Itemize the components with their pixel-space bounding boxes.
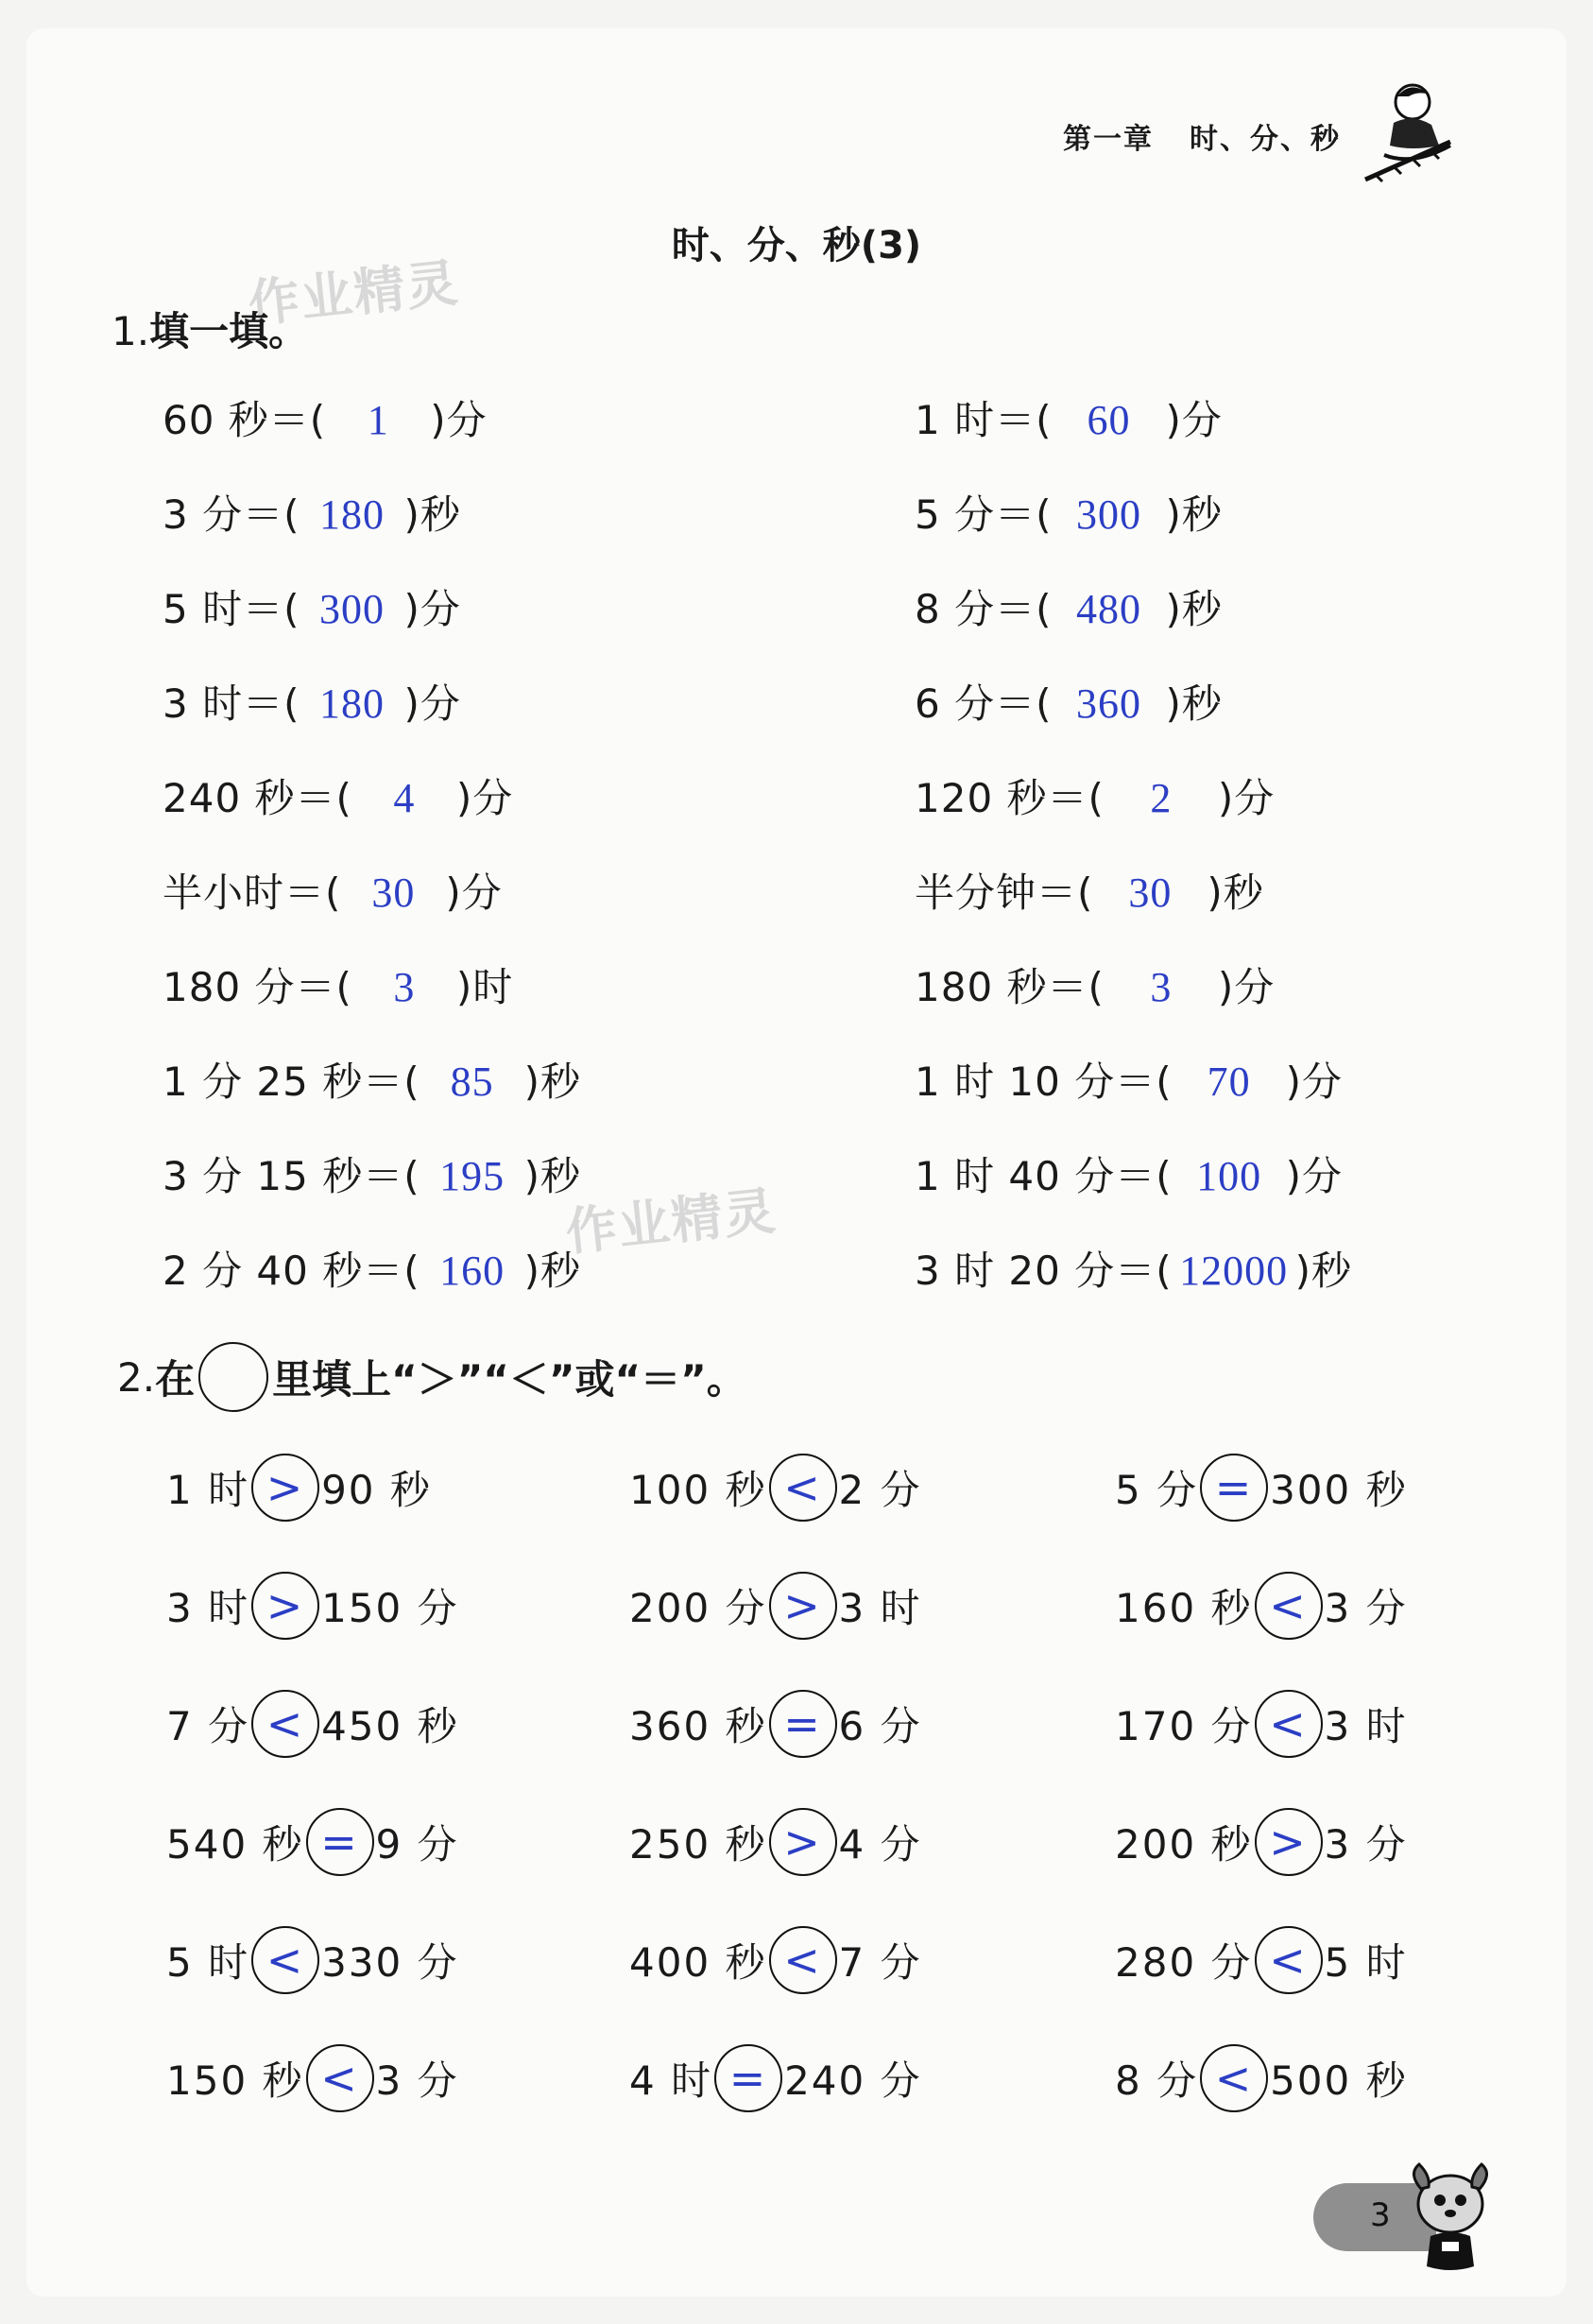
compare-right: 150 分 bbox=[321, 1585, 459, 1631]
fill-row bbox=[163, 389, 488, 446]
compare-answer: = bbox=[1200, 1454, 1268, 1522]
question-unit: )分 bbox=[445, 869, 503, 916]
compare-row bbox=[166, 1926, 459, 1994]
answer: 3 bbox=[393, 964, 416, 1010]
fill-row bbox=[163, 484, 461, 541]
answer: 1 bbox=[367, 397, 389, 443]
compare-right: 6 分 bbox=[838, 1703, 922, 1749]
question-unit: )秒 bbox=[403, 491, 461, 538]
fill-row bbox=[915, 1240, 1352, 1297]
compare-row bbox=[629, 1454, 922, 1522]
section-1-number: 1. bbox=[111, 308, 150, 354]
question-text: 180 分＝( bbox=[163, 964, 352, 1010]
answer: 180 bbox=[318, 680, 385, 727]
answer: 12000 bbox=[1179, 1248, 1289, 1294]
compare-row bbox=[629, 1926, 922, 1994]
question-unit: )分 bbox=[1285, 1153, 1343, 1199]
compare-answer: < bbox=[306, 2044, 374, 2112]
blank-circle-icon bbox=[198, 1342, 268, 1412]
question-text: 3 分 15 秒＝( bbox=[163, 1153, 420, 1199]
compare-row bbox=[629, 1690, 922, 1758]
chapter-label: 第一章 bbox=[1063, 123, 1154, 156]
compare-answer: > bbox=[1255, 1808, 1323, 1876]
answer: 30 bbox=[1128, 869, 1173, 916]
compare-row bbox=[1115, 2044, 1408, 2112]
question-unit: )分 bbox=[403, 586, 461, 632]
question-text: 120 秒＝( bbox=[915, 775, 1105, 821]
question-text: 180 秒＝( bbox=[915, 964, 1105, 1010]
fill-row bbox=[163, 956, 513, 1013]
question-text: 1 时 10 分＝( bbox=[915, 1059, 1173, 1105]
compare-left: 4 时 bbox=[629, 2057, 713, 2104]
compare-row bbox=[629, 1572, 922, 1640]
compare-answer: > bbox=[251, 1454, 319, 1522]
section-2-number: 2. bbox=[117, 1353, 156, 1401]
compare-left: 1 时 bbox=[166, 1467, 250, 1513]
question-text: 半小时＝( bbox=[163, 869, 342, 916]
section-2-title-post: 里填上“＞”“＜”或“＝”。 bbox=[272, 1356, 746, 1403]
answer: 4 bbox=[393, 775, 416, 821]
question-text: 6 分＝( bbox=[915, 680, 1053, 727]
compare-right: 3 分 bbox=[1324, 1821, 1408, 1868]
compare-answer: < bbox=[251, 1926, 319, 1994]
compare-right: 7 分 bbox=[838, 1939, 922, 1986]
fill-row bbox=[163, 1051, 581, 1108]
question-text: 8 分＝( bbox=[915, 586, 1053, 632]
fill-row bbox=[915, 767, 1275, 824]
compare-right: 2 分 bbox=[838, 1467, 922, 1513]
compare-answer: < bbox=[251, 1690, 319, 1758]
fill-row bbox=[163, 578, 461, 635]
question-text: 3 分＝( bbox=[163, 491, 300, 538]
compare-left: 540 秒 bbox=[166, 1821, 304, 1868]
compare-left: 3 时 bbox=[166, 1585, 250, 1631]
compare-row bbox=[1115, 1690, 1408, 1758]
page-title: 时、分、秒(3) bbox=[671, 224, 922, 267]
compare-left: 170 分 bbox=[1115, 1703, 1253, 1749]
compare-left: 200 分 bbox=[629, 1585, 767, 1631]
compare-right: 300 秒 bbox=[1270, 1467, 1408, 1513]
compare-row bbox=[1115, 1454, 1408, 1522]
question-unit: )秒 bbox=[523, 1248, 581, 1294]
fill-row bbox=[163, 1240, 581, 1297]
question-text: 60 秒＝( bbox=[163, 397, 327, 443]
answer: 360 bbox=[1075, 680, 1141, 727]
compare-row bbox=[166, 1572, 459, 1640]
chapter-header bbox=[1063, 115, 1341, 157]
fill-row bbox=[915, 673, 1223, 730]
question-unit: )秒 bbox=[1165, 491, 1223, 538]
section-2-heading bbox=[117, 1342, 746, 1412]
compare-right: 3 分 bbox=[1324, 1585, 1408, 1631]
answer: 2 bbox=[1150, 775, 1173, 821]
question-unit: )分 bbox=[1165, 397, 1223, 443]
compare-row bbox=[1115, 1808, 1408, 1876]
question-text: 半分钟＝( bbox=[915, 869, 1094, 916]
compare-answer: < bbox=[1255, 1690, 1323, 1758]
question-text: 3 时 20 分＝( bbox=[915, 1248, 1173, 1294]
compare-left: 400 秒 bbox=[629, 1939, 767, 1986]
answer: 300 bbox=[318, 586, 385, 632]
question-text: 1 时＝( bbox=[915, 397, 1053, 443]
question-unit: )秒 bbox=[1165, 680, 1223, 727]
fill-row bbox=[915, 578, 1223, 635]
compare-answer: < bbox=[769, 1926, 837, 1994]
section-2-title-pre: 在 bbox=[155, 1356, 196, 1403]
compare-left: 250 秒 bbox=[629, 1821, 767, 1868]
compare-left: 160 秒 bbox=[1115, 1585, 1253, 1631]
fill-row bbox=[915, 484, 1223, 541]
question-unit: )秒 bbox=[1165, 586, 1223, 632]
watermark: 作业精灵 bbox=[245, 252, 463, 335]
compare-row bbox=[1115, 1572, 1408, 1640]
question-text: 2 分 40 秒＝( bbox=[163, 1248, 420, 1294]
compare-right: 500 秒 bbox=[1270, 2057, 1408, 2104]
compare-row bbox=[166, 1690, 459, 1758]
sledding-kid-icon bbox=[1356, 76, 1460, 189]
compare-row bbox=[629, 2044, 922, 2112]
compare-right: 3 分 bbox=[375, 2057, 459, 2104]
section-1-heading bbox=[111, 301, 308, 357]
answer: 300 bbox=[1075, 491, 1141, 538]
compare-row bbox=[166, 1454, 432, 1522]
answer: 160 bbox=[439, 1248, 505, 1294]
compare-right: 450 秒 bbox=[321, 1703, 459, 1749]
compare-left: 7 分 bbox=[166, 1703, 250, 1749]
compare-left: 8 分 bbox=[1115, 2057, 1199, 2104]
fill-row bbox=[915, 956, 1275, 1013]
compare-answer: > bbox=[769, 1808, 837, 1876]
answer: 60 bbox=[1087, 397, 1131, 443]
question-unit: )分 bbox=[1285, 1059, 1343, 1105]
question-text: 3 时＝( bbox=[163, 680, 300, 727]
compare-left: 5 分 bbox=[1115, 1467, 1199, 1513]
compare-answer: < bbox=[1255, 1572, 1323, 1640]
compare-left: 280 分 bbox=[1115, 1939, 1253, 1986]
compare-right: 90 秒 bbox=[321, 1467, 432, 1513]
compare-left: 100 秒 bbox=[629, 1467, 767, 1513]
compare-answer: < bbox=[769, 1454, 837, 1522]
question-unit: )秒 bbox=[523, 1153, 581, 1199]
compare-row bbox=[166, 2044, 459, 2112]
chapter-topic: 时、分、秒 bbox=[1190, 123, 1341, 156]
compare-left: 200 秒 bbox=[1115, 1821, 1253, 1868]
compare-right: 330 分 bbox=[321, 1939, 459, 1986]
question-unit: )分 bbox=[455, 775, 514, 821]
answer: 70 bbox=[1207, 1059, 1251, 1105]
compare-answer: = bbox=[769, 1690, 837, 1758]
compare-left: 360 秒 bbox=[629, 1703, 767, 1749]
question-text: 240 秒＝( bbox=[163, 775, 352, 821]
question-unit: )分 bbox=[403, 680, 461, 727]
compare-right: 3 时 bbox=[838, 1585, 922, 1631]
compare-right: 9 分 bbox=[375, 1821, 459, 1868]
answer: 30 bbox=[371, 869, 416, 916]
question-unit: )秒 bbox=[523, 1059, 581, 1105]
compare-right: 5 时 bbox=[1324, 1939, 1408, 1986]
answer: 195 bbox=[439, 1153, 505, 1199]
compare-row bbox=[1115, 1926, 1408, 1994]
question-text: 1 时 40 分＝( bbox=[915, 1153, 1173, 1199]
compare-right: 3 时 bbox=[1324, 1703, 1408, 1749]
question-text: 5 分＝( bbox=[915, 491, 1053, 538]
puppy-mascot-icon bbox=[1398, 2155, 1502, 2278]
fill-row bbox=[915, 1051, 1343, 1108]
answer: 100 bbox=[1196, 1153, 1262, 1199]
answer: 3 bbox=[1150, 964, 1173, 1010]
fill-row bbox=[915, 862, 1264, 919]
answer: 480 bbox=[1075, 586, 1141, 632]
question-unit: )时 bbox=[455, 964, 514, 1010]
compare-left: 5 时 bbox=[166, 1939, 250, 1986]
compare-left: 150 秒 bbox=[166, 2057, 304, 2104]
watermark: 作业精灵 bbox=[562, 1180, 780, 1263]
compare-right: 240 分 bbox=[784, 2057, 922, 2104]
fill-row bbox=[915, 1145, 1343, 1202]
fill-row bbox=[915, 389, 1223, 446]
compare-answer: = bbox=[714, 2044, 782, 2112]
section-1-title: 填一填。 bbox=[149, 308, 309, 354]
compare-row bbox=[166, 1808, 459, 1876]
question-unit: )秒 bbox=[1207, 869, 1264, 916]
fill-row bbox=[163, 1145, 581, 1202]
compare-answer: = bbox=[306, 1808, 374, 1876]
fill-row bbox=[163, 673, 461, 730]
compare-answer: < bbox=[1255, 1926, 1323, 1994]
answer: 85 bbox=[450, 1059, 494, 1105]
question-text: 1 分 25 秒＝( bbox=[163, 1059, 420, 1105]
question-unit: )分 bbox=[1217, 775, 1276, 821]
question-unit: )秒 bbox=[1294, 1248, 1352, 1294]
compare-answer: > bbox=[251, 1572, 319, 1640]
compare-answer: > bbox=[769, 1572, 837, 1640]
page-number: 3 bbox=[1370, 2196, 1391, 2234]
compare-right: 4 分 bbox=[838, 1821, 922, 1868]
question-unit: )分 bbox=[1217, 964, 1276, 1010]
question-unit: )分 bbox=[430, 397, 488, 443]
compare-answer: < bbox=[1200, 2044, 1268, 2112]
fill-row bbox=[163, 862, 503, 919]
compare-row bbox=[629, 1808, 922, 1876]
fill-row bbox=[163, 767, 513, 824]
answer: 180 bbox=[318, 491, 385, 538]
question-text: 5 时＝( bbox=[163, 586, 300, 632]
